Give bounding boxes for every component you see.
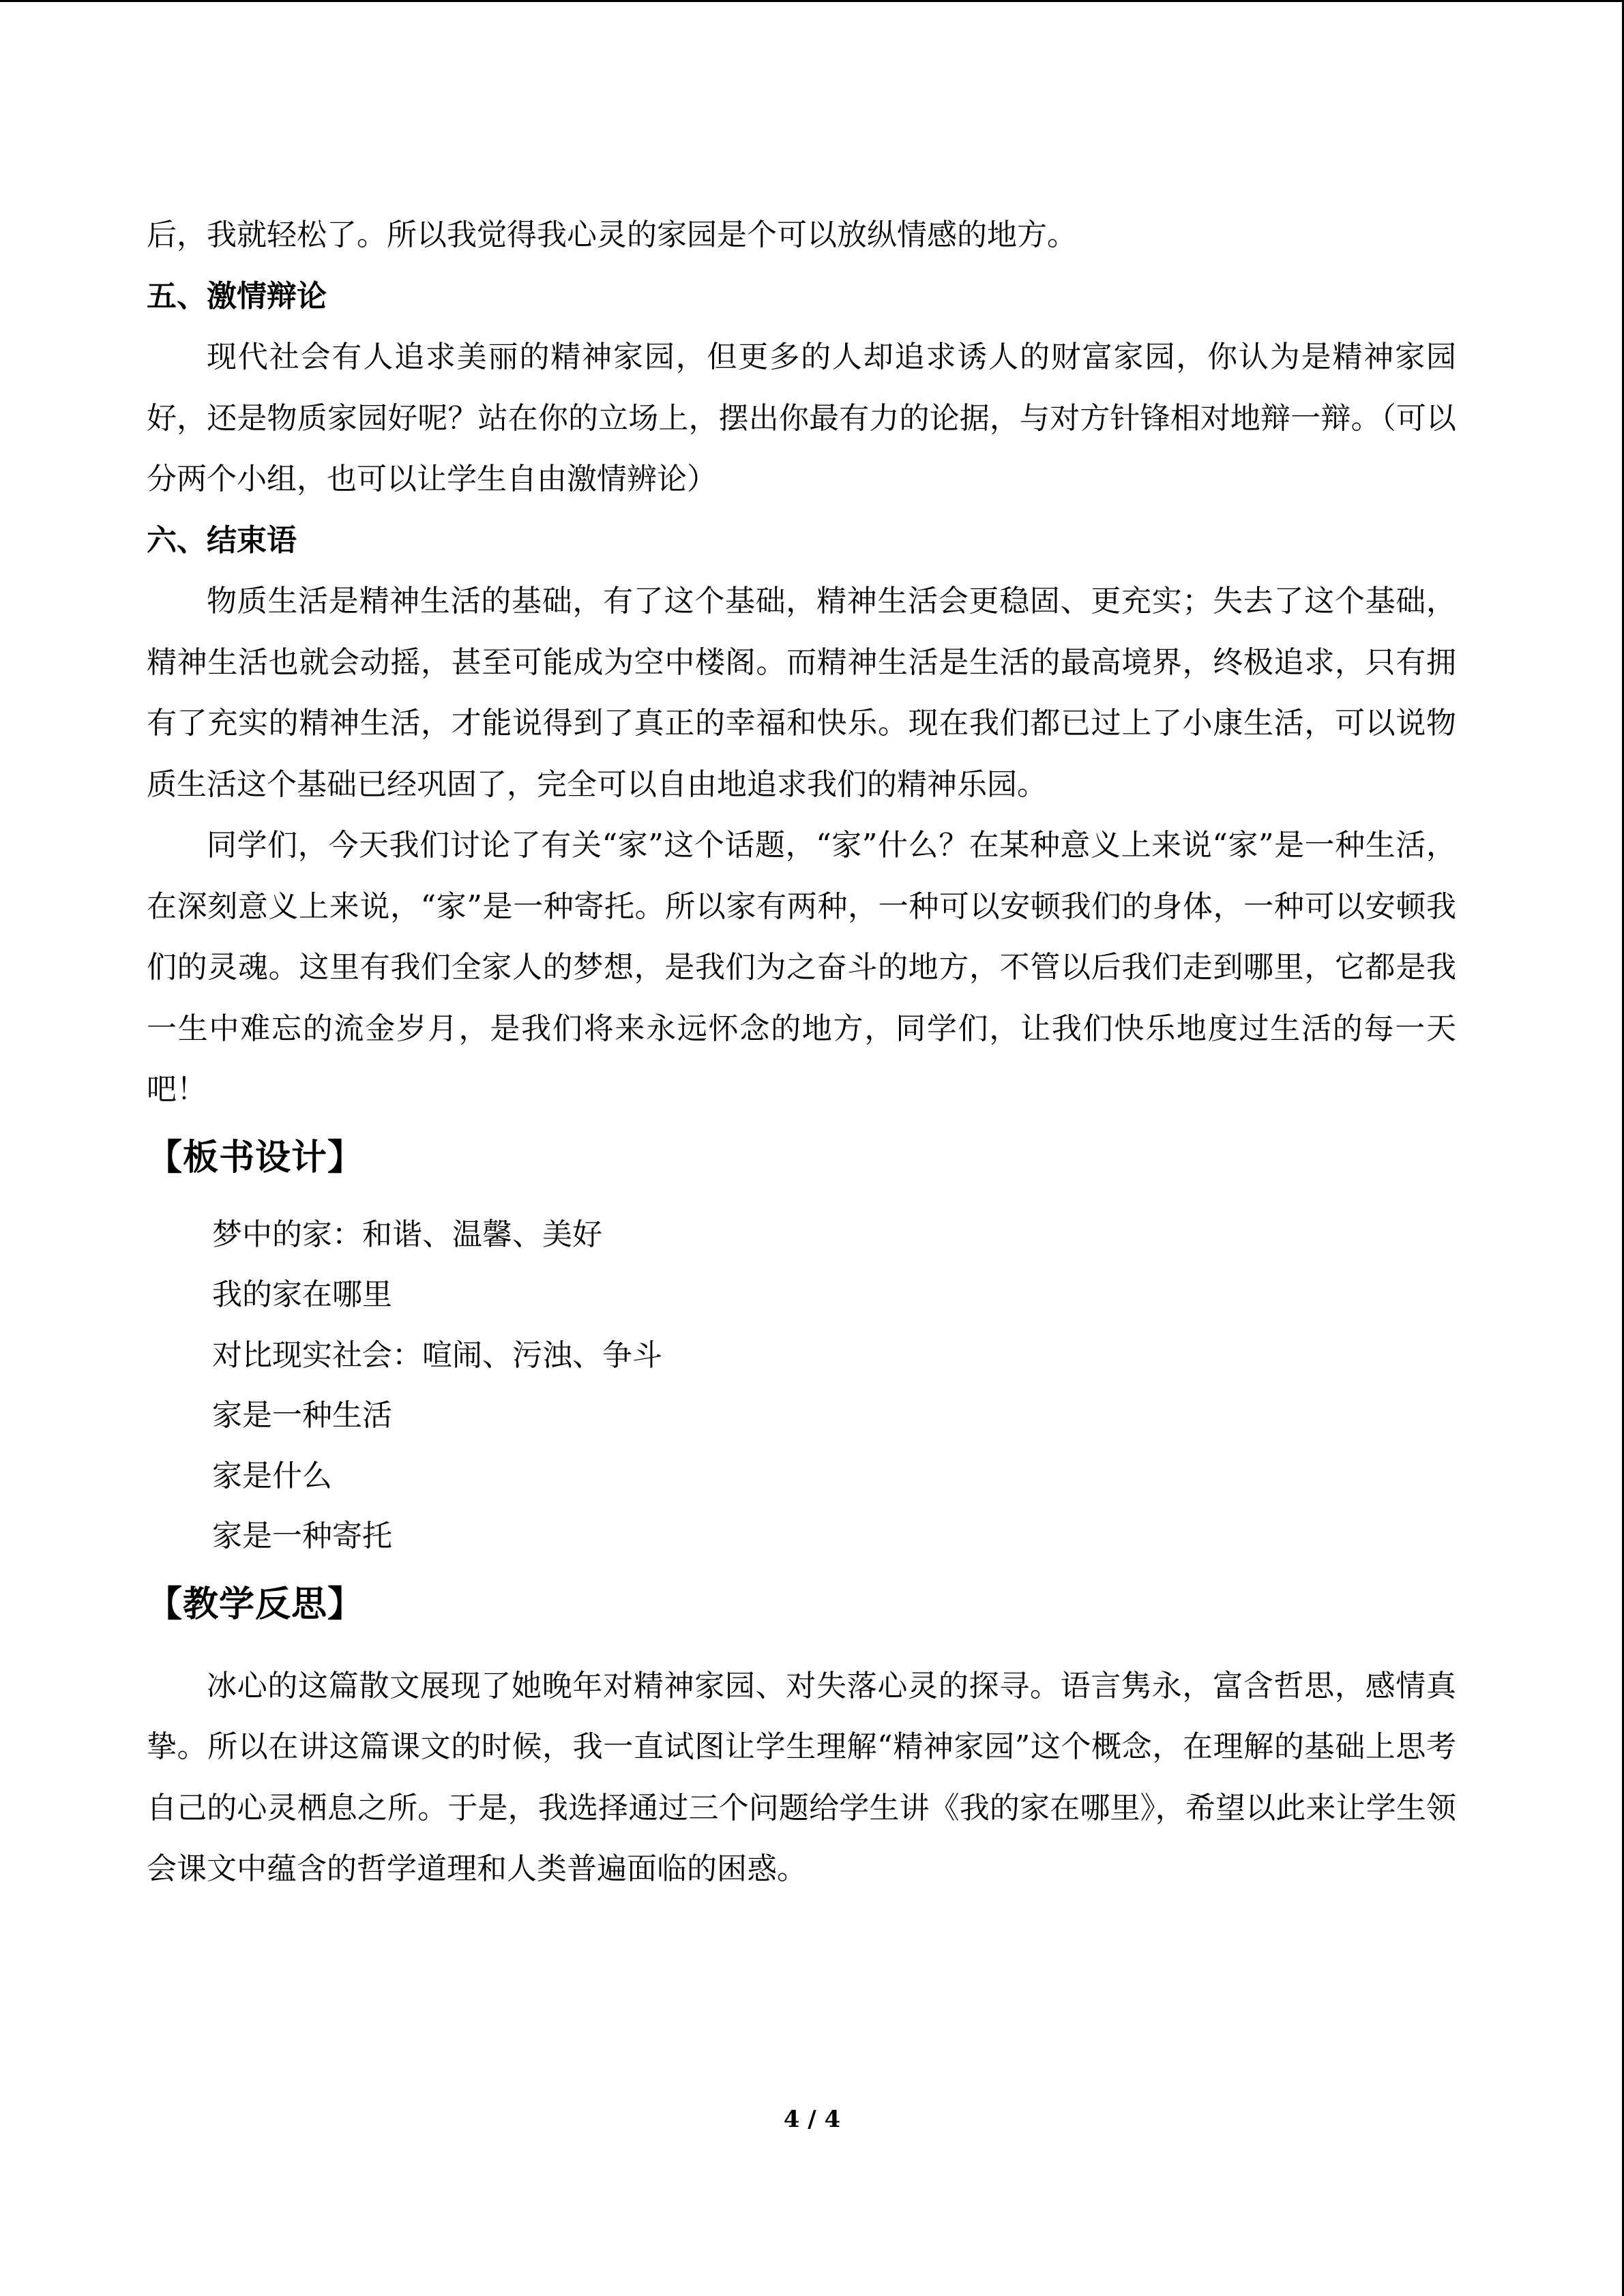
board-design-list — [147, 1195, 1456, 1567]
debate-paragraph: 现代社会有人追求美丽的精神家园，但更多的人却追求诱人的财富家园，你认为是精神家园好，还是物质家园好呢？站在你的立场上，摆出你最有力的论据，与对方针锋相对地辩一辩。（可以分两个小组，也可以让学生自由激情辨论） — [147, 340, 1456, 496]
closing-paragraph-2: 同学们，今天我们讨论了有关“家”这个话题，“家”什么？在某种意义上来说“家”是一种生活，在深刻意义上来说，“家”是一种寄托。所以家有两种，一种可以安顿我们的身体，一种可以安顿我们的灵魂。这里有我们全家人的梦想，是我们为之奋斗的地方，不管以后我们走到哪里，它都是我一生中难忘的流金岁月，是我们将来永远怀念的地方，同学们，让我们快乐地度过生活的每一天吧！ — [147, 828, 1457, 1107]
reflection-paragraph: 冰心的这篇散文展现了她晚年对精神家园、对失落心灵的探寻。语言隽永，富含哲思，感情真挚。所以在讲这篇课文的时候，我一直试图让学生理解“精神家园”这个概念，在理解的基础上思考自己的心灵栖息之所。于是，我选择通过三个问题给学生讲《我的家在哪里》，希望以此来让学生领会课文中蕴含的哲学道理和人类普遍面临的困惑。 — [147, 1668, 1457, 1886]
closing-paragraph-1: 物质生活是精神生活的基础，有了这个基础，精神生活会更稳固、更充实；失去了这个基础，精神生活也就会动摇，甚至可能成为空中楼阁。而精神生活是生活的最高境界，终极追求，只有拥有了充实的精神生活，才能说得到了真正的幸福和快乐。现在我们都已过上了小康生活，可以说物质生活这个基础已经巩固了，完全可以自由地追求我们的精神乐园。 — [147, 584, 1456, 802]
board-item: 梦中的家：和谐、温馨、美好 — [212, 1217, 602, 1252]
page-number: 4 / 4 — [783, 2106, 841, 2133]
board-item: 我的家在哪里 — [212, 1277, 392, 1312]
reflection-heading: 【教学反思】 — [147, 1583, 364, 1625]
board-item: 对比现实社会：喧闹、污浊、争斗 — [212, 1337, 662, 1373]
reflection-section — [147, 1642, 1456, 1900]
page-border-top — [0, 0, 1624, 2]
board-item: 家是什么 — [212, 1458, 332, 1493]
board-item: 家是一种生活 — [212, 1398, 392, 1433]
continuation-paragraph: 后，我就轻松了。所以我觉得我心灵的家园是个可以放纵情感的地方。 — [147, 218, 1077, 252]
closing-heading: 六、结束语 — [147, 522, 297, 558]
debate-heading: 五、激情辩论 — [147, 278, 327, 314]
board-item: 家是一种寄托 — [212, 1519, 392, 1553]
board-design-heading: 【板书设计】 — [147, 1137, 364, 1178]
document-body — [147, 205, 1456, 1900]
